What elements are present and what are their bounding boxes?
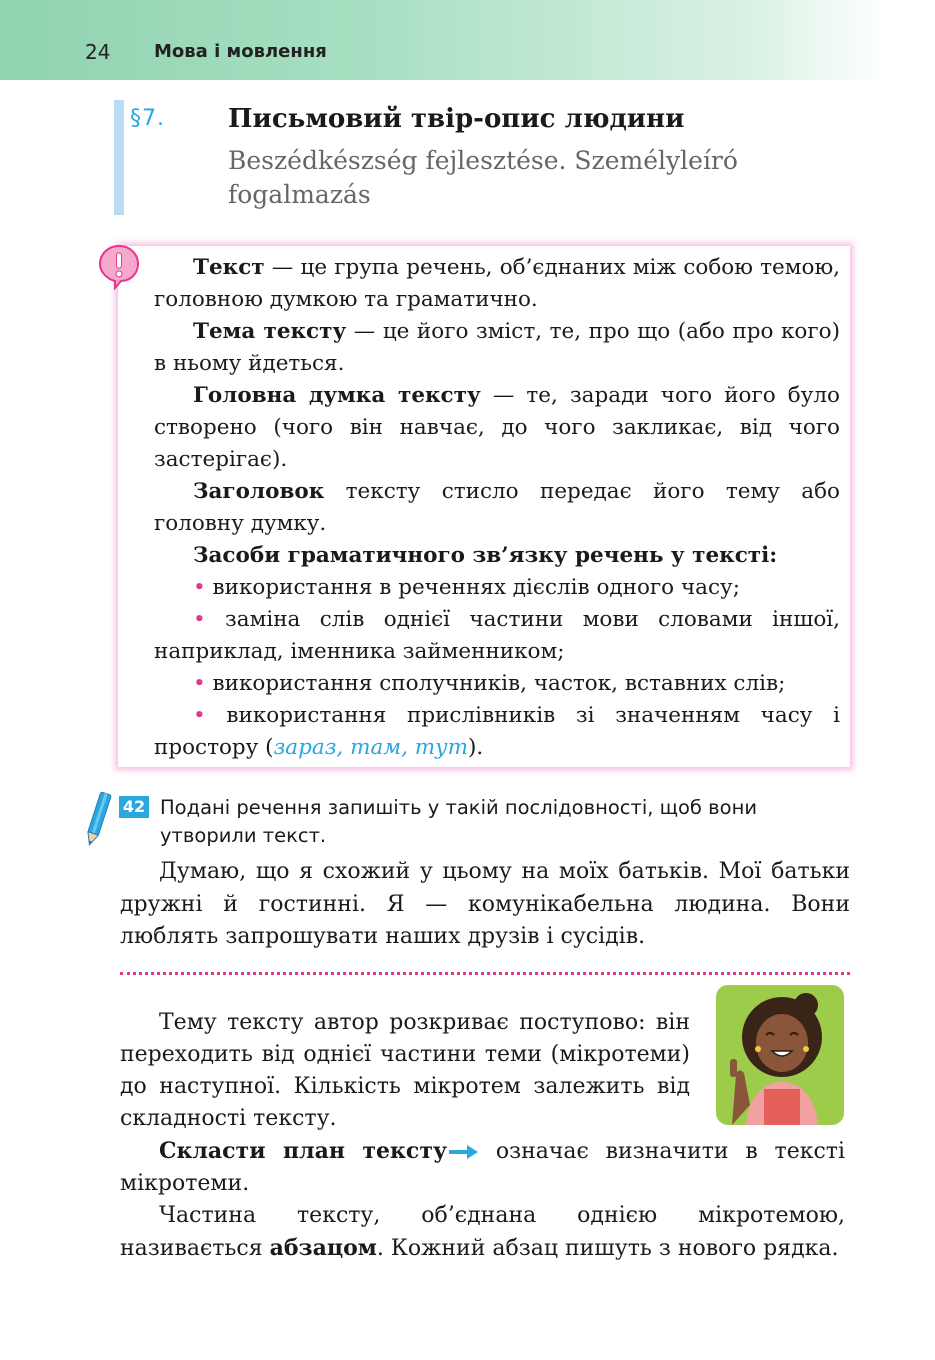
term: Головна думка тексту: [193, 383, 481, 408]
theory-paragraphs: [120, 1135, 845, 1265]
term: Тема тексту: [193, 319, 347, 344]
bullet-icon: •: [193, 671, 206, 696]
arrow-right-icon: [447, 1143, 479, 1161]
rule-text: [154, 252, 840, 764]
girl-illustration: [716, 985, 844, 1125]
paragraph-definition: Частина тексту, об’єднана однією мікротемою, називається абзацом. Кожний абзац пишуть з нового рядка.: [120, 1203, 845, 1261]
section-title: Письмовий твір-опис людини: [228, 104, 685, 134]
task-number: 42: [119, 796, 149, 818]
rule-paragraph: Заголовок тексту стисло передає його тему або головну думку.: [154, 479, 840, 536]
section-number: §7.: [130, 106, 165, 131]
header-title: Мова і мовлення: [154, 41, 327, 62]
rule-paragraph: Тема тексту — це його зміст, те, про що (або про кого) в ньому йдеться.: [154, 319, 840, 376]
task-instruction: Подані речення запишіть у такій послідовності, щоб вони утворили текст.: [160, 796, 758, 847]
rule-paragraph: Головна думка тексту — те, заради чого його було створено (чого він навчає, до чого закликає, від чого застерігає).: [154, 383, 840, 472]
bullet-item: • заміна слів однієї частини мови словами іншої, наприклад, іменника займенником;: [154, 607, 840, 664]
plan-paragraph: Скласти план тексту означає визначити в тексті мікротеми.: [120, 1138, 845, 1196]
bullet-item: • використання сполучників, часток, вставних слів;: [193, 671, 786, 696]
rule-paragraph: Текст — це група речень, об’єднаних між собою темою, головною думкою та граматично.: [154, 255, 840, 312]
term: Текст: [193, 255, 265, 280]
section-bar: [114, 100, 124, 215]
bullet-icon: •: [193, 607, 206, 632]
dotted-divider: [120, 972, 850, 975]
page-number: 24: [85, 40, 111, 64]
bullet-item: • використання в реченнях дієслів одного часу;: [193, 575, 740, 600]
bullet-icon: •: [193, 575, 206, 600]
pencil-icon: [82, 790, 112, 850]
exclamation-icon: [98, 244, 140, 290]
rule-heading: Засоби граматичного зв’язку речень у тексті:: [193, 543, 778, 568]
section-subtitle: Beszédkészség fejlesztése. Személyleíró fogalmazás: [228, 146, 738, 209]
bullet-item: • використання прислівників зі значенням часу і простору (зараз, там, тут).: [154, 703, 840, 760]
theory-paragraph: Тему тексту автор розкриває поступово: він переходить від однієї частини теми (мікротеми) до наступної. Кількість мікротем залежить від складності тексту.: [120, 1010, 690, 1131]
examples: зараз, там, тут: [273, 735, 469, 760]
page-header: [0, 0, 935, 80]
bullet-icon: •: [193, 703, 206, 728]
term: Заголовок: [193, 479, 325, 504]
task-body: Думаю, що я схожий у цьому на моїх батьків. Мої батьки дружні й гостинні. Я — комунікабельна людина. Вони люблять запрошувати наших друзів і сусідів.: [120, 859, 850, 949]
